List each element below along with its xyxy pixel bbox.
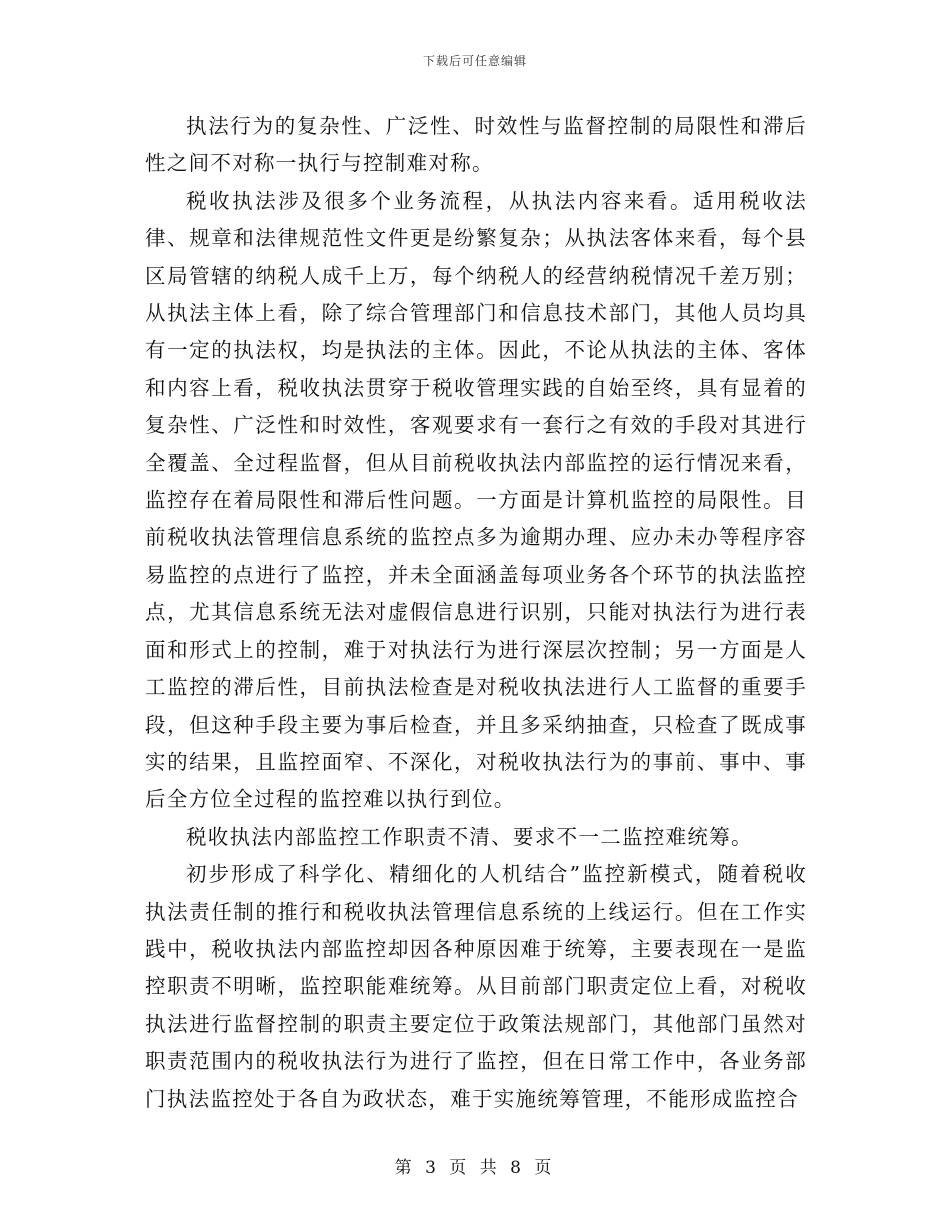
- document-body: [145, 108, 807, 1118]
- paragraph-3: 税收执法内部监控工作职责不清、要求不一二监控难统筹。: [186, 824, 753, 849]
- page-header: 下载后可任意编辑: [422, 54, 527, 68]
- paragraph-4: 初步形成了科学化、精细化的人机结合”监控新模式，随着税收执法责任制的推行和税收执法管理信息系统的上线运行。但在工作实践中，税收执法内部监控却因各种原因难于统筹，主要表现在一是监控职责不明晰，监控职能难统筹。从目前部门职责定位上看，对税收执法进行监督控制的职责主要定位于政策法规部门，其他部门虽然对职责范围内的税收执法行为进行了监控，但在日常工作中，各业务部门执法监控处于各自为政状态，难于实施统筹管理，不能形成监控合: [145, 862, 807, 1111]
- page-number: 第 3 页 共 8 页: [394, 1158, 556, 1178]
- paragraph-2: 税收执法涉及很多个业务流程，从执法内容来看。适用税收法律、规章和法律规范性文件更是纷繁复杂；从执法客体来看，每个县区局管辖的纳税人成千上万，每个纳税人的经营纳税情况千差万别；从执法主体上看，除了综合管理部门和信息技术部门，其他人员均具有一定的执法权，均是执法的主体。因此，不论从执法的主体、客体和内容上看，税收执法贯穿于税收管理实践的自始至终，具有显着的复杂性、广泛性和时效性，客观要求有一套行之有效的手段对其进行全覆盖、全过程监督，但从目前税收执法内部监控的运行情况来看，监控存在着局限性和滞后性问题。一方面是计算机监控的局限性。目前税收执法管理信息系统的监控点多为逾期办理、应办未办等程序容易监控的点进行了监控，并未全面涵盖每项业务各个环节的执法监控点，尤其信息系统无法对虚假信息进行识别，只能对执法行为进行表面和形式上的控制，难于对执法行为进行深层次控制；另一方面是人工监控的滞后性，目前执法检查是对税收执法进行人工监督的重要手段，但这种手段主要为事后检查，并且多采纳抽查，只检查了既成事实的结果，且监控面窄、不深化，对税收执法行为的事前、事中、事后全方位全过程的监控难以执行到位。: [145, 188, 807, 812]
- paragraph-1: 执法行为的复杂性、广泛性、时效性与监督控制的局限性和滞后性之间不对称一执行与控制难对称。: [145, 114, 807, 176]
